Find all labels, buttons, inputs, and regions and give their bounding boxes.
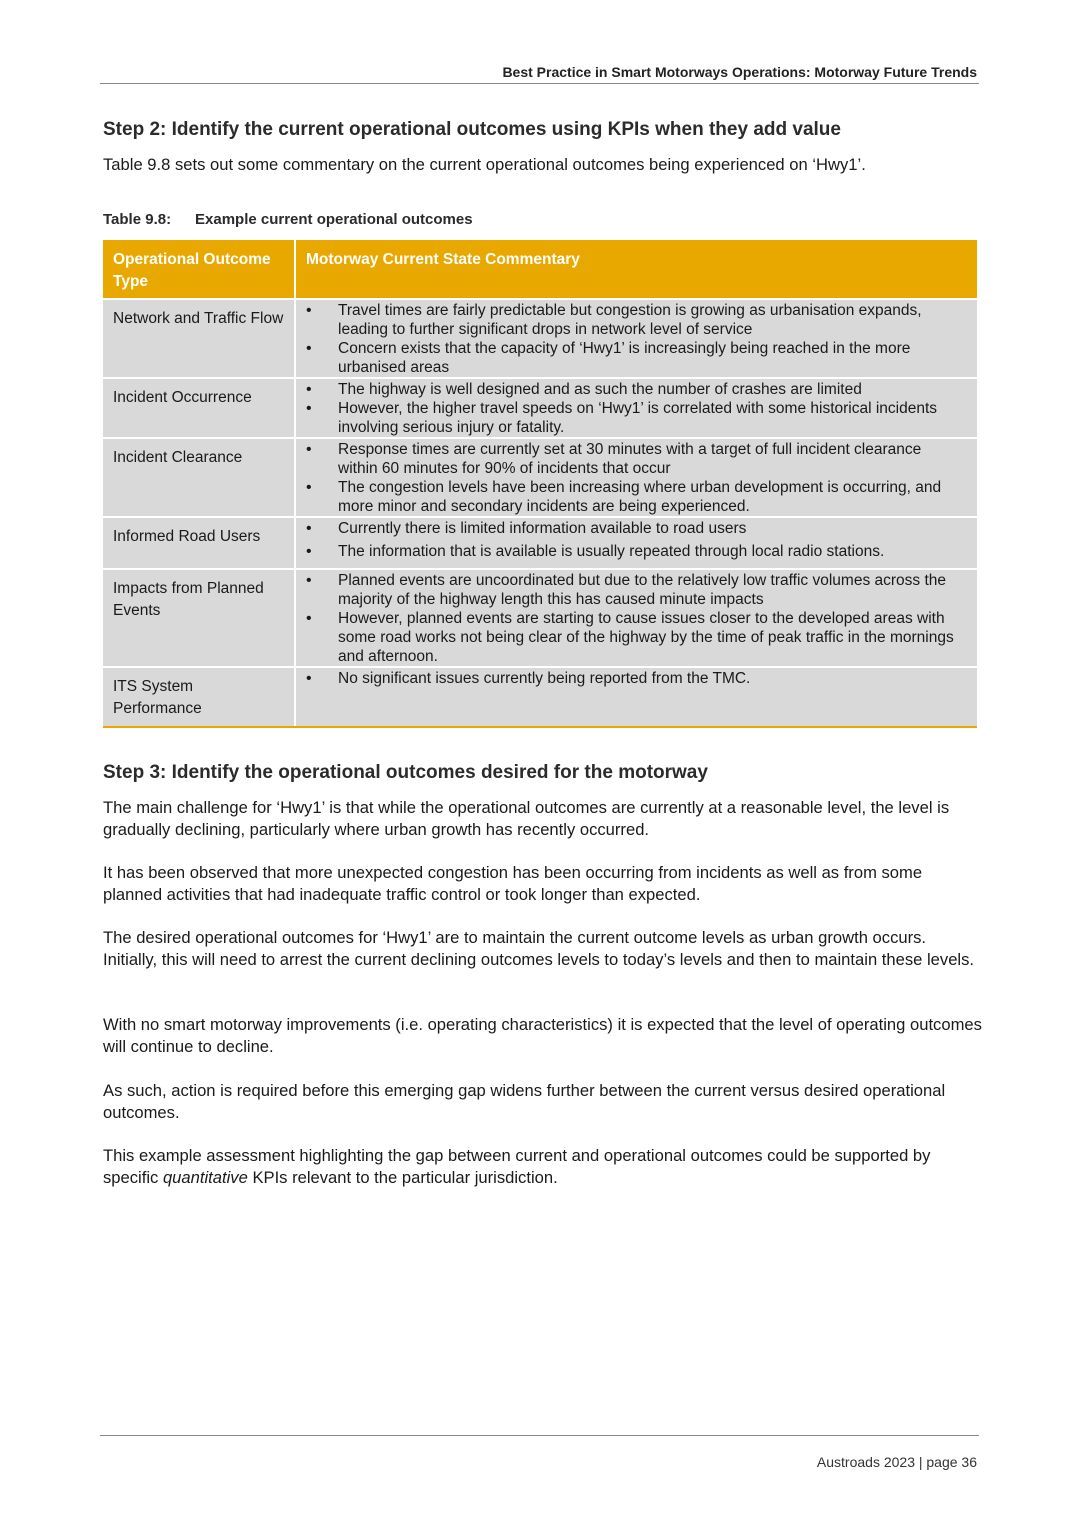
commentary-list: [306, 669, 959, 688]
commentary-bullet: • However, the higher travel speeds on ‘Hwy1’ is correlated with some historical incidents involving serious injury or fatality.: [306, 399, 959, 437]
commentary-bullet: • The highway is well designed and as such the number of crashes are limited: [306, 380, 959, 399]
step3-paragraph-6: [103, 1145, 983, 1189]
commentary-list: [306, 380, 959, 437]
outcome-type-cell: Impacts from Planned Events: [103, 569, 295, 667]
table-row: [103, 299, 977, 378]
table-header-row: [103, 240, 977, 299]
commentary-bullet: • Planned events are uncoordinated but due to the relatively low traffic volumes across the majority of the highway length this has caused minute impacts: [306, 571, 959, 609]
step3-paragraph-5: As such, action is required before this emerging gap widens further between the current versus desired operational outcomes.: [103, 1081, 946, 1122]
p6-emphasis: quantitative: [162, 1168, 248, 1187]
commentary-list: [306, 519, 959, 561]
step3-paragraph-1: The main challenge for ‘Hwy1’ is that while the operational outcomes are currently at a reasonable level, the level is gradually declining, particularly where urban growth has recently occurred.: [103, 798, 950, 839]
commentary-bullet: • Travel times are fairly predictable but congestion is growing as urbanisation expands, leading to further significant drops in network level of service: [306, 301, 959, 339]
step2-heading: Step 2: Identify the current operational outcomes using KPIs when they add value: [103, 119, 841, 140]
commentary-cell: [295, 517, 977, 569]
table-row: [103, 667, 977, 727]
outcome-type-cell: ITS System Performance: [103, 667, 295, 727]
step3-paragraph-4: With no smart motorway improvements (i.e. operating characteristics) it is expected that the level of operating outcomes will continue to decline.: [103, 1015, 982, 1056]
commentary-bullet: • No significant issues currently being reported from the TMC.: [306, 669, 959, 688]
table-row: [103, 438, 977, 517]
commentary-bullet: • Response times are currently set at 30 minutes with a target of full incident clearance within 60 minutes for 90% of incidents that occur: [306, 440, 959, 478]
header-outcome-type: Operational Outcome Type: [103, 240, 295, 299]
table-caption: [103, 211, 473, 228]
commentary-cell: [295, 569, 977, 667]
commentary-bullet: • The congestion levels have been increasing where urban development is occurring, and more minor and secondary incidents are being experienced.: [306, 478, 959, 516]
table-caption-title: Example current operational outcomes: [195, 211, 473, 228]
table-row: [103, 517, 977, 569]
table-row: [103, 378, 977, 438]
p6-text-end: KPIs relevant to the particular jurisdiction.: [247, 1168, 558, 1187]
commentary-list: [306, 440, 959, 516]
commentary-cell: [295, 378, 977, 438]
footer-page-number: Austroads 2023 | page 36: [816, 1454, 977, 1470]
p6-text-start: This example assessment highlighting the gap between current and operational outcomes could be supported by specific: [103, 1146, 931, 1187]
running-header-title: Best Practice in Smart Motorways Operations: Motorway Future Trends: [502, 64, 977, 80]
commentary-bullet: • Concern exists that the capacity of ‘Hwy1’ is increasingly being reached in the more urbanised areas: [306, 339, 959, 377]
commentary-cell: [295, 299, 977, 378]
outcome-type-cell: Incident Clearance: [103, 438, 295, 517]
header-divider: [100, 83, 979, 84]
step2-intro: Table 9.8 sets out some commentary on the current operational outcomes being experienced on ‘Hwy1’.: [103, 155, 866, 174]
step3-heading: Step 3: Identify the operational outcomes desired for the motorway: [103, 762, 708, 783]
step3-paragraph-2: It has been observed that more unexpected congestion has been occurring from incidents as well as from some planned activities that had inadequate traffic control or took longer than expected.: [103, 863, 923, 904]
outcome-type-cell: Informed Road Users: [103, 517, 295, 569]
operational-outcomes-table: [103, 240, 977, 728]
outcome-type-cell: Incident Occurrence: [103, 378, 295, 438]
table-row: [103, 569, 977, 667]
step3-paragraph-3: The desired operational outcomes for ‘Hwy1’ are to maintain the current outcome levels as urban growth occurs. Initially, this will need to arrest the current declining outcomes levels to today’s levels and then to maintain these levels.: [103, 928, 975, 969]
footer-divider: [100, 1435, 979, 1436]
outcome-type-cell: Network and Traffic Flow: [103, 299, 295, 378]
commentary-list: [306, 301, 959, 377]
commentary-bullet: • However, planned events are starting to cause issues closer to the developed areas with some road works not being clear of the highway by the time of peak traffic in the mornings and afternoon.: [306, 609, 959, 666]
table-caption-label: Table 9.8:: [103, 211, 172, 228]
commentary-list: [306, 571, 959, 666]
commentary-cell: [295, 438, 977, 517]
commentary-cell: [295, 667, 977, 727]
commentary-bullet: • Currently there is limited information available to road users: [306, 519, 959, 538]
header-commentary: Motorway Current State Commentary: [295, 240, 977, 299]
commentary-bullet: • The information that is available is usually repeated through local radio stations.: [306, 542, 959, 561]
